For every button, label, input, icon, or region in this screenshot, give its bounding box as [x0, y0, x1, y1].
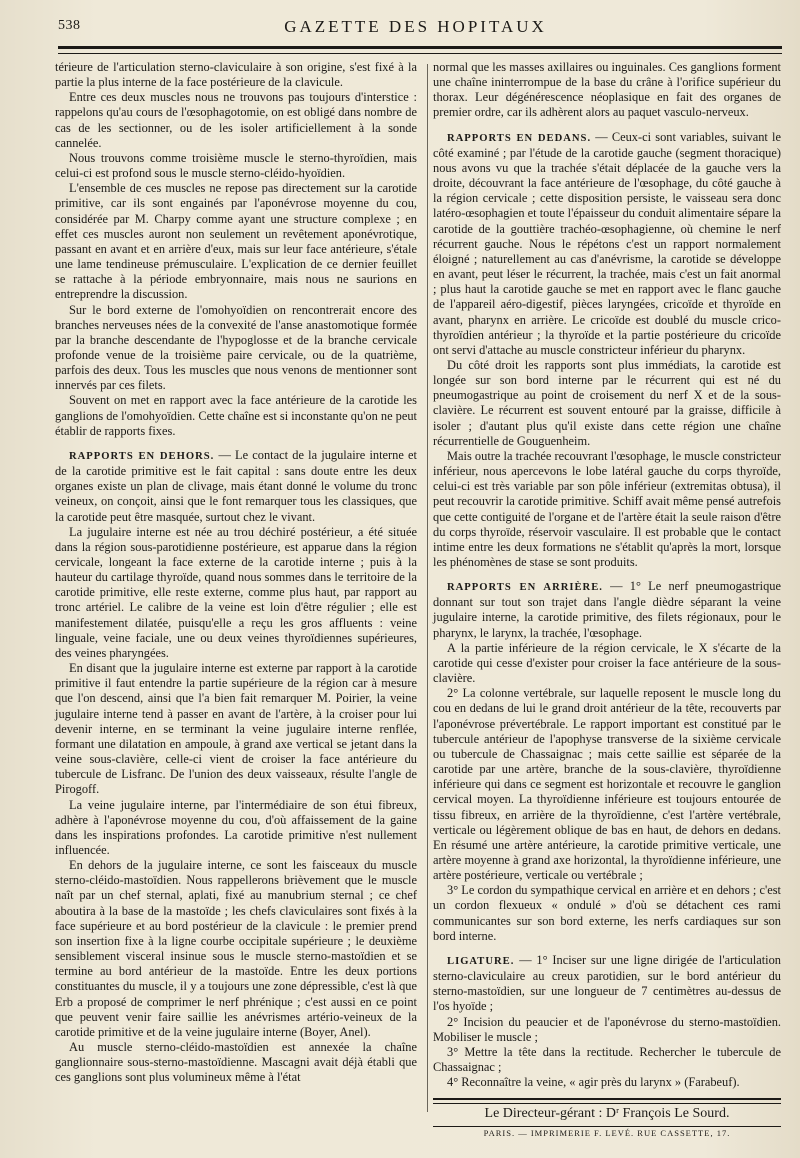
paragraph: Au muscle sterno-cléido-mastoïdien est annexée la chaîne ganglionnaire sous-sterno-mastoïdienne. Mascagni avait déjà établi que ces ganglions sont plus volumineux même à l'état [55, 1040, 417, 1085]
header-rule-thin [58, 53, 782, 54]
page-header [48, 14, 783, 38]
paragraph: 2° Incision du peaucier et de l'aponévrose du sterno-mastoïdien. Mobiliser le muscle ; [433, 1014, 781, 1044]
paragraph: Entre ces deux muscles nous ne trouvons pas toujours d'interstice : rappelons qu'au cours de l'œsophagotomie, on est obligé dans nombre de cas de les sectionner, ou de les isoler artificiellement à la sonde cannelée. [55, 90, 417, 150]
left-column [55, 60, 417, 1085]
paragraph: L'ensemble de ces muscles ne repose pas directement sur la carotide primitive, car ils sont engainés par l'aponévrose moyenne du cou, considérée par M. Charpy comme ayant une structure complexe ; en effet ces muscles auront non seulement un revêtement aponévrotique, passant en avant et en arrière d'eux, mais sur leur face antérieure, s'étale une lame tendineuse prémusculaire. L'explication de ce dernier feuillet se rattache à la période embryonnaire, mais nous ne saurions en entreprendre la discussion. [55, 181, 417, 302]
printer-imprint: PARIS. — IMPRIMERIE F. LEVÉ. RUE CASSETTE, 17. [483, 1128, 731, 1138]
paragraph: A la partie inférieure de la région cervicale, le X s'écarte de la carotide qui cesse d'exister pour croiser la face antérieure de la sous-clavière. [433, 640, 781, 686]
paragraph: Mais outre la trachée recouvrant l'œsophage, le muscle constricteur inférieur, nous apercevons le lobe latéral gauche du corps thyroïde, celui-ci est très variable par son pôle inférieur (extremitas obtusa), il peut recouvrir la carotide primitive. Schiff avait même pensé autrefois que cette contiguité de l'organe et de l'artère était la seule raison d'être du corps thyroïde, réservoir vasculaire. Il est probable que le contact intime entre les deux formations ne s'établit qu'après la mort, lorsque les phénomènes de stase se sont produits. [433, 448, 781, 569]
footer-rule-thick [433, 1098, 781, 1100]
page-number: 538 [58, 18, 81, 33]
paragraph: La veine jugulaire interne, par l'intermédiaire de son étui fibreux, adhère à l'aponévrose moyenne du cou, d'où affaissement de la gaine dans les inspirations profondes. La carotide primitive n'est nullement influencée. [55, 797, 417, 857]
journal-title: GAZETTE DES HOPITAUX [284, 17, 547, 36]
paragraph: Sur le bord externe de l'omohyoïdien on rencontrerait encore des branches nerveuses nées de la convexité de l'anse anastomotique formée par la branche descendante de l'hypoglosse et de la branche cervicale profonde venue de la troisième paire cervicale, ou de la quatrième, parfois des deux. Tous les muscles que nous venons de mentionner sont innervés par ces filets. [55, 302, 417, 393]
paragraph: Du côté droit les rapports sont plus immédiats, la carotide est longée sur son bord interne par le récurrent qui est né du pneumogastrique au point de croisement du nerf X et de la sous-clavière. Le récurrent est souvent entouré par la graisse, difficile à isoler ; d'autant plus qu'il existe dans cette région une chaîne récurrentielle de Gouguenheim. [433, 357, 781, 448]
section-heading: RAPPORTS EN DEDANS. [447, 132, 592, 144]
paragraph: normal que les masses axillaires ou inguinales. Ces ganglions forment une chaîne ininterrompue de la base du crâne à l'orifice supérieur du thorax. Leur dégénérescence néoplasique en fait des organes de premier ordre, car ils adhèrent alors au paquet vasculo-nerveux. [433, 60, 781, 120]
paragraph: Nous trouvons comme troisième muscle le sterno-thyroïdien, mais celui-ci est profond sous le muscle sterno-cléido-hyoïdien. [55, 150, 417, 181]
footer-rule-bottom [433, 1126, 781, 1127]
paragraph: 3° Le cordon du sympathique cervical en arrière et en dehors ; c'est un cordon flexueux « ondulé » d'où se détachent ces rami communicantes sur son bord externe, les nerfs cardiaques sur son bord interne. [433, 883, 781, 943]
section-paragraph [55, 448, 417, 525]
section-text: — Ceux-ci sont variables, suivant le côté examiné ; par l'étude de la carotide gauche (segment thoracique) nous avons vu que la trachée s'était déplacée de la gauche vers la droite, découvrant la face antérieure de l'œsophage, du côté gauche à la région cervicale ; cette disposition persiste, le vaisseau sera donc latéro-œsophagien et toute l'épaisseur du conduit alimentaire sépare la carotide de la gouttière trachéo-œsophagienne, où chemine le nerf récurrent gauche. Nous le répétons c'est un rapport normalement éloigné ; naturellement au cas d'anévrisme, la carotide se développe en avant, peut léser le récurrent, la trachée, mais c'est un fait anormal ; plus haut la carotide gauche se met en rapport avec le flanc gauche de l'appareil aéro-digestif, pièces laryngées, cricoïde et thyroïde en avant, pharynx en arrière. Le cricoïde est doublé du muscle crico-thyroïdien antérieur ; la thyroïde et la partie postérieure du cricoïde ont servi d'attache au muscle constricteur inférieur du pharynx. [433, 129, 781, 357]
editor-signature: Le Directeur-gérant : Dʳ François Le Sourd. [484, 1106, 730, 1121]
column-divider [427, 64, 428, 1112]
section-paragraph [433, 130, 781, 358]
paragraph: La jugulaire interne est née au trou déchiré postérieur, a été située dans la région sous-parotidienne postérieure, est apparue dans la région cervicale, longeant la face externe de la carotide interne ; puis à la hauteur du cartilage thyroïde, quand nous sommes dans le territoire de la carotide primitive, elle reste externe, comme plus haut, par rapport au tronc artériel. Le calibre de la veine est loin d'être régulier ; elle est manifestement dilatée, puisqu'elle a reçu les gros affluents : veine linguale, veine faciale, une ou deux veines thyroïdiennes supérieures, des veines pharyngées. [55, 524, 417, 660]
paragraph: 4° Reconnaître la veine, « agir près du larynx » (Farabeuf). [447, 1075, 740, 1090]
paragraph: 3° Mettre la tête dans la rectitude. Rechercher le tubercule de Chassaignac ; [433, 1044, 781, 1074]
right-column [433, 60, 781, 1090]
section-paragraph [433, 953, 781, 1015]
section-text: — Le contact de la jugulaire interne et de la carotide primitive est le fait capital : sans doute entre les deux organes existe un plan de clivage, mais étant donné le volume du tronc veineux, on conçoit, ainsi que le font remarquer tous les classiques, que la carotide peut être masquée, surtout chez le vivant. [55, 447, 417, 524]
paragraph: En disant que la jugulaire interne est externe par rapport à la carotide primitive il faut entendre la partie supérieure de la région car à mesure que l'on descend, ainsi que l'a bien fait remarquer M. Poirier, la veine jugulaire interne tend à passer en avant de l'artère, à la croiser pour lui devenir interne, en se terminant la veine jugulaire interne renflée, formant une dilatation en ampoule, à grand axe vertical se jetant dans la veine sous-clavière, celle-ci vient de croiser la face antérieure du tubercule de Lisfranc. De l'union des deux vaisseaux, résulte l'angle de Pirogoff. [55, 661, 417, 797]
section-text: — 1° Inciser sur une ligne dirigée de l'articulation sterno-claviculaire au creux parotidien, sur le bord antérieur du sterno-mastoïdien, sur une longueur de 7 centimètres au-dessus de l'os hyoïde ; [433, 952, 781, 1014]
section-heading: RAPPORTS EN ARRIÈRE. [447, 582, 603, 594]
section-paragraph [433, 579, 781, 641]
section-text: — 1° Le nerf pneumogastrique donnant sur tout son trajet dans l'angle dièdre séparant la veine jugulaire interne, la carotide primitive, des filets régionaux, pour le pharynx, le larynx, la trachée, l'œsophage. [433, 579, 781, 640]
section-heading: RAPPORTS EN DEHORS. [69, 450, 215, 462]
section-heading: LIGATURE. [447, 955, 515, 967]
paragraph: 2° La colonne vertébrale, sur laquelle reposent le muscle long du cou en dedans de lui le grand droit antérieur de la tête, recouverts par l'aponévrose prévertébrale. Le rapport important est constitué par le tubercule antérieur de l'apophyse transverse de la sixième cervicale ou tubercule de Chassaignac ; mais cette saillie est séparée de la carotide par une artère, branche de la sous-clavière, thyroïdienne inférieure qui dans ce segment est horizontale et recouvre le ganglion cervical moyen. La thyroïdienne inférieure est toujours entourée de tissu fibreux, en arrière de la thyroïdienne, c'est l'artère vertébrale, verticale ou légèrement oblique de bas en haut, de dehors en dedans. En résumé une artère antérieure, la carotide primitive verticale, une artère moyenne à grand axe horizontal, la thyroïdienne inférieure, une artère postérieure, verticale ou vertébrale ; [433, 686, 781, 883]
header-rule-thick [58, 46, 782, 49]
paragraph: térieure de l'articulation sterno-claviculaire à son origine, s'est fixé à la partie la plus interne de la face postérieure de la clavicule. [55, 60, 417, 90]
paragraph: En dehors de la jugulaire interne, ce sont les faisceaux du muscle sterno-cléido-mastoïdien. Nous rappellerons brièvement que le muscle naît par un chef sternal, aplati, fixé au manubrium sternal ; ce chef aboutira à la base de la mastoïde ; les chefs claviculaires sont fixés à la face supérieure et au bord postérieur de la clavicule : le premier prend son insertion fixe à la ligne courbe occipitale supérieure ; le deuxième sensiblement visceral insinue sous le muscle sterno-mastoïdien et se termine au bord antérieur de la mastoïde. Entre les deux portions constituantes du muscle, il y a toujours une zone dépressible, c'est là que Erb a proposé de comprimer le nerf phrénique ; c'est aussi en ce point que peuvent venir faire saillie les anévrismes artério-veineux de la carotide primitive et de la veine jugulaire interne (Boyer, Anel). [55, 858, 417, 1039]
paragraph: Souvent on met en rapport avec la face antérieure de la carotide les ganglions de l'omohyoïdien. Cette chaîne est si inconstante qu'on ne peut établir de rapports fixes. [55, 393, 417, 438]
